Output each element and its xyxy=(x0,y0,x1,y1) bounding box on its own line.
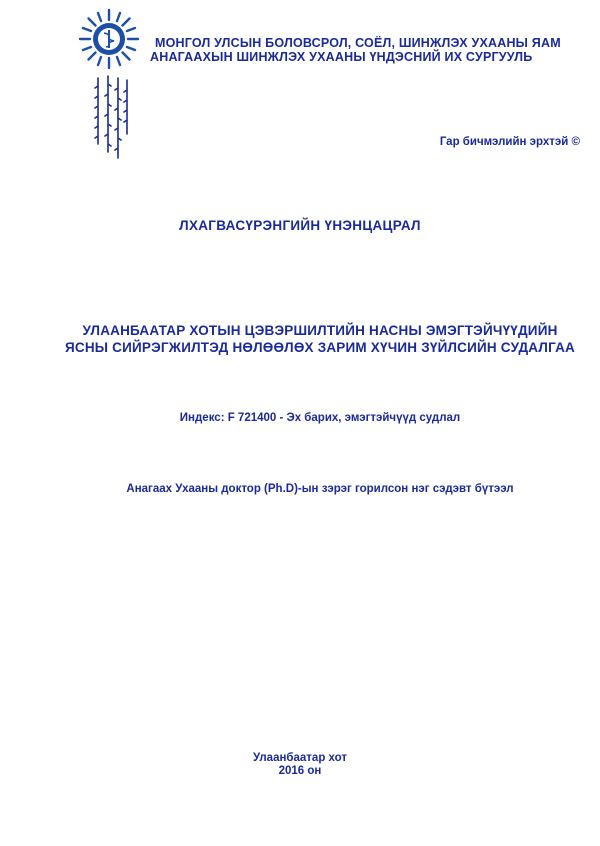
ministry-name: МОНГОЛ УЛСЫН БОЛОВСРОЛ, СОЁЛ, ШИНЖЛЭХ УХААНЫ ЯАМ xyxy=(155,36,561,50)
year: 2016 он xyxy=(278,765,322,777)
institution-header xyxy=(150,36,590,64)
degree-statement: Анагаах Ухааны доктор (Ph.D)-ын зэрэг горилсон нэг сэдэвт бүтээл xyxy=(126,483,514,495)
author-name: ЛХАГВАСҮРЭНГИЙН ҮНЭНЦАЦРАЛ xyxy=(179,218,421,233)
thesis-title xyxy=(40,322,600,356)
specialty-index: Индекс: F 721400 - Эх барих, эмэгтэйчүүд судлал xyxy=(179,412,461,424)
mongolian-script-icon xyxy=(92,74,132,162)
place-and-year xyxy=(0,752,600,778)
thesis-title-line-1: УЛААНБААТАР ХОТЫН ЦЭВЭРШИЛТИЙН НАСНЫ ЭМЭГТЭЙЧҮҮДИЙН xyxy=(82,323,558,338)
university-emblem-icon xyxy=(78,8,140,70)
thesis-title-line-2: ЯСНЫ СИЙРЭГЖИЛТЭД НӨЛӨӨЛӨХ ЗАРИМ ХҮЧИН ЗҮЙЛСИЙН СУДАЛГАА xyxy=(65,340,575,355)
copyright-notice: Гар бичмэлийн эрхтэй © xyxy=(439,136,580,148)
university-name: АНАГААХЫН ШИНЖЛЭХ УХААНЫ ҮНДЭСНИЙ ИХ СУРГУУЛЬ xyxy=(150,50,533,64)
city: Улаанбаатар хот xyxy=(252,752,348,764)
